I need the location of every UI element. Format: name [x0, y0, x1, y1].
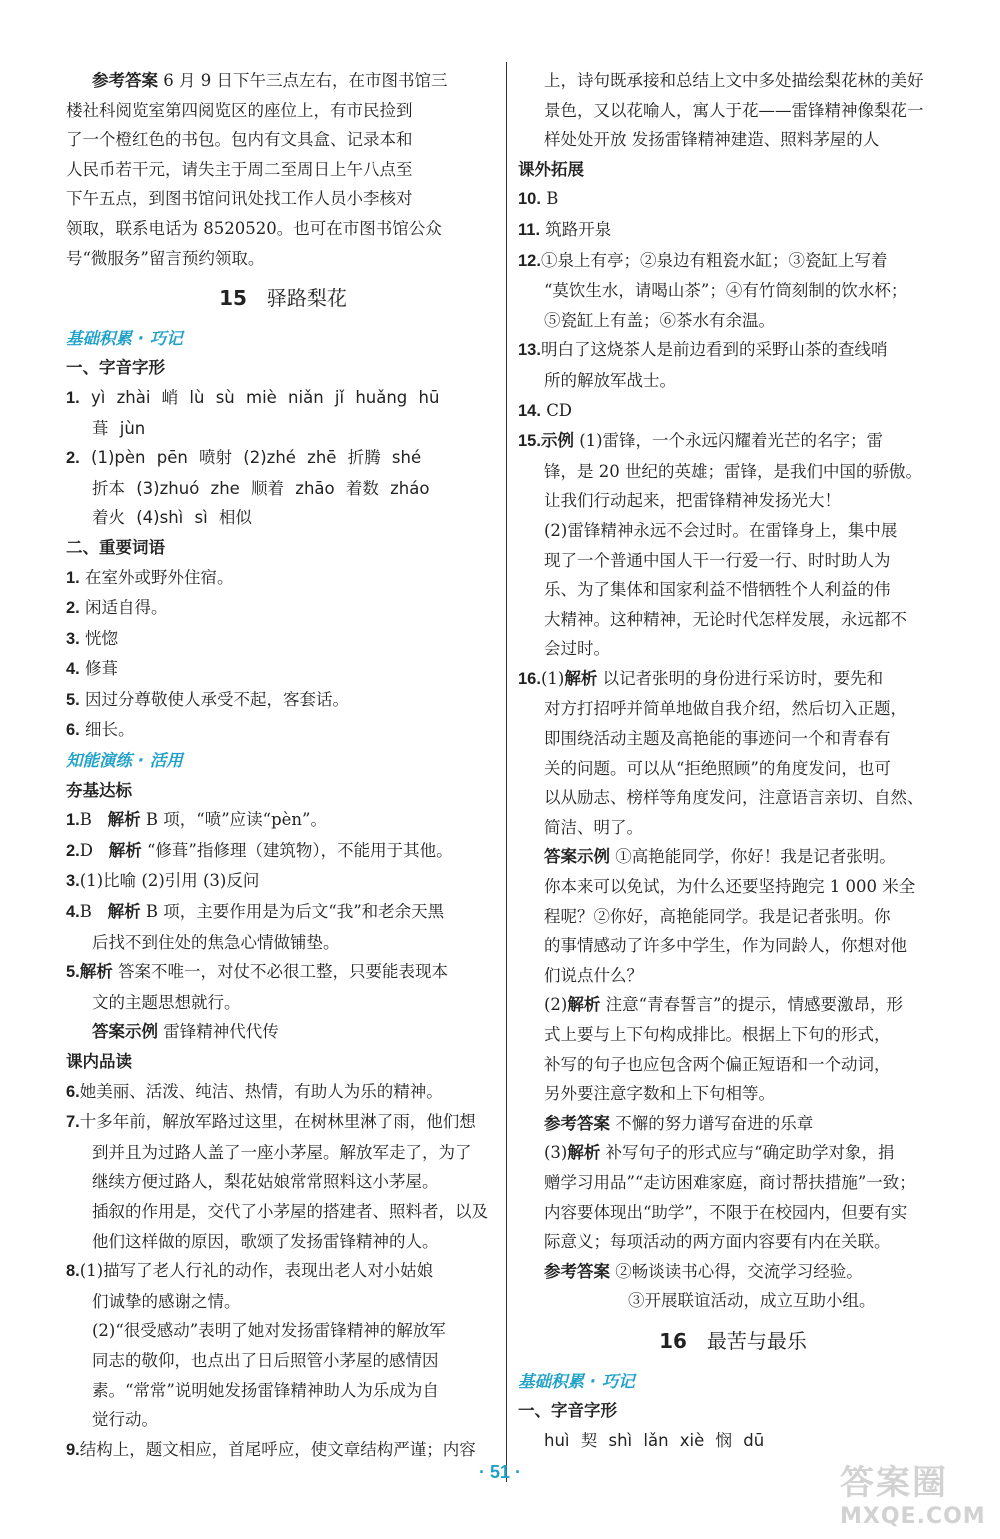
- answer-7: [66, 1107, 500, 1138]
- analysis-label: 解析: [567, 995, 601, 1015]
- section-heading: 基础积累 · 巧记: [518, 1371, 635, 1391]
- subsection-heading: 夯基达标: [66, 780, 132, 800]
- item-number: 8.: [66, 1262, 80, 1281]
- item-number: 1.: [66, 568, 80, 587]
- text-line: 他们这样做的原因，歌颂了发扬雷锋精神的人。: [92, 1231, 439, 1251]
- item-number: 5.: [66, 963, 80, 982]
- answer-choice: D: [79, 840, 93, 860]
- text-line: 对方打招呼并简单地做自我介绍，然后切入正题，: [544, 699, 907, 719]
- item-text: B 项，“喷”应读“pèn”。: [145, 810, 327, 830]
- text-line: 以从励志、榜样等角度发问，注意语言亲切、自然、: [544, 788, 924, 808]
- item-number: 3.: [66, 872, 80, 891]
- reference-answer: [518, 1109, 948, 1139]
- answer-example: [66, 1017, 500, 1047]
- answer-choice: B: [79, 810, 92, 830]
- example-label: 示例: [540, 431, 574, 451]
- text-line: 际意义；每项活动的两方面内容要有内在关联。: [544, 1232, 891, 1252]
- text-line: 大精神。这种精神，无论时代怎样发展，永远都不: [544, 609, 907, 629]
- answer-12: [518, 246, 948, 277]
- answer-choice: B: [79, 902, 92, 922]
- text-line: 插叙的作用是，交代了小茅屋的搭建者、照料者，以及: [92, 1201, 488, 1221]
- text-line: 即围绕活动主题及高艳能的事迹问一个和青春有: [544, 729, 891, 749]
- text-line: 继续方便过路人，梨花姑娘常常照料这小茅屋。: [92, 1172, 439, 1192]
- list-item: [66, 685, 500, 716]
- text-line: 现了一个普通中国人干一行爱一行、时时助人为: [544, 550, 891, 570]
- item-text: 十多年前，解放军路过这里，在树林里淋了雨，他们想: [79, 1112, 476, 1132]
- answer-16-part-2: [518, 990, 948, 1020]
- part-label: (1): [540, 668, 565, 688]
- text-line: 领取，联系电话为 8520520。也可在市图书馆公众: [66, 218, 442, 238]
- text-line: 内容要体现出“助学”，不限于在校园内，但要有实: [544, 1202, 908, 1222]
- pinyin-line: (1)pèn pēn 喷射 (2)zhé zhē 折腾 shé: [91, 448, 422, 468]
- part-label: (2): [544, 995, 568, 1015]
- item-text: 修葺: [85, 659, 119, 679]
- part-label: (3): [544, 1143, 568, 1163]
- pinyin-line: 折本 (3)zhuó zhe 顺着 zhāo 着数 zháo: [92, 478, 430, 498]
- text-line: 锋，是 20 世纪的英雄；雷锋，是我们中国的骄傲。: [544, 461, 922, 481]
- text-line: 简洁、明了。: [544, 817, 643, 837]
- text-line: 让我们行动起来，把雷锋精神发扬光大！: [544, 491, 841, 511]
- item-text: (1)比喻 (2)引用 (3)反问: [79, 871, 260, 891]
- text-line: 乐、为了集体和国家利益不惜牺牲个人利益的伟: [544, 580, 891, 600]
- list-item: [66, 593, 500, 624]
- text-line: 楼社科阅览室第四阅览区的座位上，有市民捡到: [66, 100, 413, 120]
- item-number: 5.: [66, 690, 80, 709]
- answer-10: [518, 184, 948, 215]
- pinyin-line: 着火 (4)shì sì 相似: [92, 508, 252, 528]
- item-text: 因过分尊敬使人承受不起，客套话。: [85, 689, 350, 709]
- analysis-label: 解析: [108, 840, 142, 860]
- text-line: 号“微服务”留言预约领取。: [66, 248, 265, 268]
- text-line: 了一个橙红色的书包。包内有文具盒、记录本和: [66, 130, 413, 150]
- text-line: 你本来可以免试，为什么还要坚持跑完 1 000 米全: [544, 877, 916, 897]
- item-number: 12.: [518, 251, 541, 270]
- text-line: 们诚挚的感谢之情。: [92, 1291, 241, 1311]
- analysis-label: 解析: [567, 1143, 601, 1163]
- text-line: 同志的敬仰，也点出了日后照管小茅屋的感情因: [92, 1350, 439, 1370]
- text-line: 觉行动。: [92, 1410, 158, 1430]
- text-line: 关的问题。可以从“拒绝照顾”的角度发问，也可: [544, 758, 891, 778]
- item-text: 注意“青春誓言”的提示，情感要激昂，形: [605, 995, 903, 1015]
- answer-3: [66, 866, 500, 897]
- answer-4: [66, 897, 500, 928]
- text-line: 们说点什么？: [544, 965, 643, 985]
- answer-15: [518, 426, 948, 457]
- answer-11: [518, 215, 948, 246]
- item-number: 13.: [518, 341, 541, 360]
- text-line: 景色，又以花喻人，寓人于花——雷锋精神像梨花一: [544, 100, 924, 120]
- answer-example: [518, 842, 948, 872]
- pinyin-line: yì zhài 峭 lù sù miè niǎn jǐ huǎng hū: [91, 387, 440, 407]
- item-text: ①高艳能同学，你好！我是记者张明。: [615, 847, 896, 867]
- item-number: 10.: [518, 190, 541, 209]
- subsection-heading: 课内品读: [66, 1052, 132, 1071]
- text-line: 下午五点，到图书馆问讯处找工作人员小李核对: [66, 189, 413, 209]
- answer-8: [66, 1256, 500, 1287]
- item-number: 6.: [66, 721, 80, 740]
- item-number: 11.: [518, 220, 541, 239]
- text-line: 式上要与上下句构成排比。根据上下句的形式，: [544, 1025, 891, 1044]
- text-line: ⑤瓷缸上有盖；⑥茶水有余温。: [544, 310, 775, 330]
- text-line: 会过时。: [544, 639, 610, 659]
- text-line: 人民币若干元，请失主于周二至周日上午八点至: [66, 159, 413, 179]
- item-text: 以记者张明的身份进行采访时，要先和: [602, 668, 884, 688]
- item-text: CD: [546, 400, 573, 420]
- item-text: 答案不唯一，对仗不必很工整，只要能表现本: [118, 962, 449, 982]
- watermark-logo: [840, 1455, 990, 1533]
- text-line: 样处处开放 发扬雷锋精神建造、照料茅屋的人: [544, 130, 880, 150]
- item-text: 闲适自得。: [85, 598, 168, 618]
- text-line: 另外要注意字数和上下句相等。: [544, 1084, 775, 1104]
- answer-6: [66, 1077, 500, 1108]
- item-number: 15.: [518, 432, 541, 451]
- analysis-label: 解析: [564, 668, 598, 688]
- question-2: [66, 443, 500, 474]
- text-line: 程呢？②你好，高艳能同学。我是记者张明。你: [544, 906, 891, 926]
- text-line: (2)雷锋精神永远不会过时。在雷锋身上，集中展: [544, 520, 898, 540]
- lesson-title: [518, 1327, 948, 1357]
- lesson-name: 驿路梨花: [266, 286, 347, 311]
- item-text: B: [546, 189, 559, 209]
- list-item: [66, 715, 500, 746]
- right-column: [518, 66, 948, 1455]
- item-text: ②畅谈读书心得，交流学习经验。: [615, 1261, 863, 1281]
- answer-9: [66, 1435, 500, 1466]
- text-line: ③开展联谊活动，成立互助小组。: [628, 1291, 876, 1311]
- example-label: 答案示例: [544, 847, 610, 867]
- list-item: [66, 563, 500, 594]
- analysis-label: 解析: [79, 962, 113, 982]
- reference-answer-block: [66, 66, 500, 96]
- item-text: 补写句子的形式应与“确定助学对象，捐: [605, 1143, 895, 1163]
- watermark-text: 答案圈: [840, 1463, 948, 1503]
- item-number: 1.: [66, 811, 80, 830]
- left-column: [66, 66, 500, 1465]
- item-number: 9.: [66, 1440, 80, 1459]
- item-text: “修葺”指修理（建筑物），不能用于其他。: [147, 840, 453, 860]
- item-text: 筑路开泉: [545, 219, 612, 239]
- item-number: 2.: [66, 599, 80, 618]
- item-text: 雷锋精神代代传: [163, 1022, 279, 1042]
- item-text: 明白了这烧茶人是前边看到的采野山茶的查线哨: [540, 340, 888, 360]
- text-line: 素。“常常”说明她发扬雷锋精神助人为乐成为自: [92, 1380, 439, 1400]
- item-text: 不懈的努力谱写奋进的乐章: [615, 1113, 814, 1133]
- section-heading: 基础积累 · 巧记: [66, 328, 183, 348]
- answer-16-part-3: [518, 1138, 948, 1168]
- item-text: (1)描写了老人行礼的动作，表现出老人对小姑娘: [79, 1261, 434, 1281]
- column-divider: [506, 62, 507, 1482]
- analysis-label: 解析: [107, 902, 141, 922]
- item-number: 6.: [66, 1082, 80, 1101]
- text-line: 赠学习用品”“走访困难家庭，商讨帮扶措施”一致；: [544, 1172, 916, 1192]
- lesson-number: 15: [219, 286, 247, 311]
- reference-answer-label: 参考答案: [544, 1113, 610, 1133]
- text-line: 后找不到住处的焦急心情做铺垫。: [92, 932, 340, 952]
- answer-5: [66, 957, 500, 988]
- lesson-number: 16: [659, 1328, 687, 1353]
- text-line: 上，诗句既承接和总结上文中多处描绘梨花林的美好: [544, 71, 924, 90]
- item-text: 在室外或野外住宿。: [85, 567, 234, 587]
- reference-answer-label: 参考答案: [544, 1261, 610, 1281]
- text-line: 到并且为过路人盖了一座小茅屋。解放军走了，为了: [92, 1142, 472, 1162]
- item-text: B 项，主要作用是为后文“我”和老余天黑: [145, 902, 445, 922]
- text-line: 所的解放军战士。: [544, 370, 676, 390]
- answer-16: [518, 664, 948, 695]
- item-number: 16.: [518, 669, 541, 688]
- item-number: 2.: [66, 841, 80, 860]
- question-1: [66, 383, 500, 414]
- item-text: ①泉上有亭；②泉边有粗瓷水缸；③瓷缸上写着: [540, 250, 888, 270]
- subsection-heading: 二、重要词语: [66, 537, 165, 557]
- watermark-url: MXQE.COM: [840, 1504, 986, 1529]
- section-heading: 知能演练 · 活用: [66, 751, 183, 771]
- item-number: 3.: [66, 629, 80, 648]
- question-number: 2.: [66, 449, 80, 468]
- text-line: (2)“很受感动”表明了她对发扬雷锋精神的解放军: [92, 1321, 446, 1341]
- item-text: (1)雷锋，一个永远闪耀着光芒的名字；雷: [579, 431, 884, 451]
- lesson-title: [66, 284, 500, 314]
- answer-1: [66, 805, 500, 836]
- reference-answer: [518, 1257, 948, 1287]
- pinyin-line: huì 契 shì lǎn xiè 悯 dū: [544, 1430, 765, 1450]
- item-text: 她美丽、活泼、纯洁、热情，有助人为乐的精神。: [79, 1081, 443, 1101]
- answer-13: [518, 335, 948, 366]
- example-label: 答案示例: [92, 1022, 158, 1042]
- text-line: 的事情感动了许多中学生，作为同龄人，你想对他: [544, 936, 907, 956]
- text-line: 补写的句子也应包含两个偏正短语和一个动词，: [544, 1054, 891, 1074]
- subsection-heading: 课外拓展: [518, 159, 584, 179]
- text-line: 6 月 9 日下午三点左右，在市图书馆三: [163, 71, 448, 90]
- item-text: 细长。: [85, 720, 135, 740]
- answer-14: [518, 396, 948, 427]
- item-number: 14.: [518, 401, 541, 420]
- pinyin-line: 葺 jùn: [92, 418, 146, 438]
- item-text: 恍惚: [85, 628, 119, 648]
- analysis-label: 解析: [107, 810, 141, 830]
- text-line: 文的主题思想就行。: [92, 992, 241, 1012]
- page-number: · 51 ·: [478, 1462, 521, 1482]
- answer-2: [66, 836, 500, 867]
- item-number: 7.: [66, 1113, 80, 1132]
- lesson-name: 最苦与最乐: [706, 1328, 807, 1353]
- item-number: 4.: [66, 660, 80, 679]
- item-text: 结构上，题文相应，首尾呼应，使文章结构严谨；内容: [79, 1439, 476, 1459]
- item-number: 4.: [66, 903, 80, 922]
- subsection-heading: 一、字音字形: [518, 1401, 617, 1421]
- text-line: “莫饮生水，请喝山茶”；④有竹筒刻制的饮水杯；: [544, 281, 908, 301]
- subsection-heading: 一、字音字形: [66, 358, 165, 378]
- reference-answer-label: 参考答案: [92, 71, 158, 90]
- list-item: [66, 624, 500, 655]
- list-item: [66, 654, 500, 685]
- question-number: 1.: [66, 388, 80, 407]
